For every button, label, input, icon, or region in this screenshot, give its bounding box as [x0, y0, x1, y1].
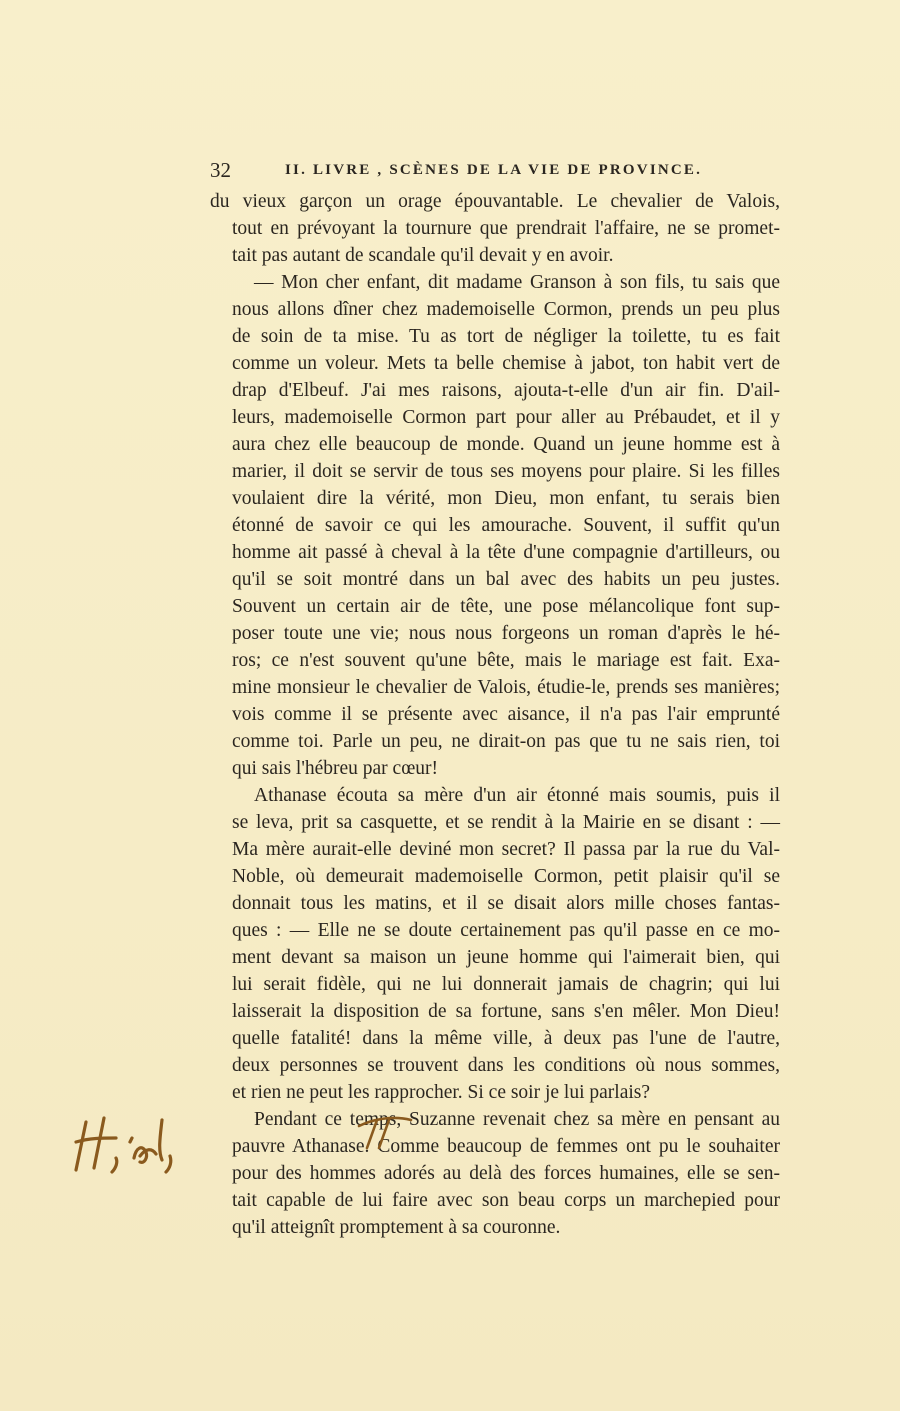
- text-line: Ma mère aurait-elle deviné mon secret? Il passa par la rue du Val-: [232, 839, 780, 860]
- page-number: 32: [210, 158, 231, 182]
- text-line: ros; ce n'est souvent qu'une bête, mais le mariage est fait. Exa-: [232, 650, 780, 671]
- text-line: marier, il doit se servir de tous ses moyens pour plaire. Si les filles: [232, 461, 780, 482]
- text-line: lui serait fidèle, qui ne lui donnerait jamais de chagrin; qui lui: [232, 974, 780, 995]
- text-line: mine monsieur le chevalier de Valois, étudie-le, prends ses manières;: [232, 677, 780, 698]
- text-line: Souvent un certain air de tête, une pose mélancolique font sup-: [232, 596, 780, 617]
- text-line: Pendant ce temps, Suzanne revenait chez sa mère en pensant au: [254, 1109, 780, 1130]
- text-line: tait pas autant de scandale qu'il devait y en avoir.: [232, 245, 614, 266]
- text-line: qui sais l'hébreu par cœur!: [232, 758, 439, 779]
- text-line: Noble, où demeurait mademoiselle Cormon, petit plaisir qu'il se: [232, 866, 780, 887]
- text-line: comme toi. Parle un peu, ne dirait-on pas que tu ne sais rien, toi: [232, 731, 780, 752]
- text-line: quelle fatalité! dans la même ville, à deux pas l'une de l'autre,: [232, 1028, 780, 1049]
- text-line: qu'il se soit montré dans un bal avec des habits un peu justes.: [232, 569, 780, 590]
- text-line: étonné de savoir ce qui les amourache. Souvent, il suffit qu'un: [232, 515, 780, 536]
- handwritten-insertion-mark: [355, 1112, 415, 1152]
- text-line: aura chez elle beaucoup de monde. Quand un jeune homme est à: [232, 434, 780, 455]
- text-line: se leva, prit sa casquette, et se rendit à la Mairie en se disant : —: [232, 812, 780, 833]
- text-line: ques : — Elle ne se doute certainement pas qu'il passe en ce mo-: [232, 920, 780, 941]
- text-line: tait capable de lui faire avec son beau corps un marchepied pour: [232, 1190, 780, 1211]
- text-line: nous allons dîner chez mademoiselle Cormon, prends un peu plus: [232, 299, 780, 320]
- text-line: qu'il atteignît promptement à sa couronne.: [232, 1217, 561, 1238]
- body-text: [210, 188, 780, 1241]
- text-line: — Mon cher enfant, dit madame Granson à son fils, tu sais que: [254, 272, 780, 293]
- text-line: pour des hommes adorés au delà des forces humaines, elle se sen-: [232, 1163, 780, 1184]
- handwritten-margin-annotation: [70, 1108, 200, 1178]
- text-line: ment devant sa maison un jeune homme qui l'aimerait bien, qui: [232, 947, 780, 968]
- text-line: homme ait passé à cheval à la tête d'une compagnie d'artilleurs, ou: [232, 542, 780, 563]
- text-line: voulaient dire la vérité, mon Dieu, mon enfant, tu serais bien: [232, 488, 780, 509]
- text-line: donnait tous les matins, et il se disait alors mille choses fantas-: [232, 893, 780, 914]
- page-header: [210, 158, 785, 188]
- text-line: de soin de ta mise. Tu as tort de négliger la toilette, tu es fait: [232, 326, 780, 347]
- text-line: comme un voleur. Mets ta belle chemise à jabot, ton habit vert de: [232, 353, 780, 374]
- text-line: Athanase écouta sa mère d'un air étonné mais soumis, puis il: [254, 785, 780, 806]
- text-line: poser toute une vie; nous nous forgeons un roman d'après le hé-: [232, 623, 780, 644]
- text-line: deux personnes se trouvent dans les conditions où nous sommes,: [232, 1055, 780, 1076]
- text-line: du vieux garçon un orage épouvantable. Le chevalier de Valois,: [210, 191, 780, 212]
- text-line: drap d'Elbeuf. J'ai mes raisons, ajouta-t-elle d'un air fin. D'ail-: [232, 380, 780, 401]
- text-line: vois comme il se présente avec aisance, il n'a pas l'air emprunté: [232, 704, 780, 725]
- text-line: tout en prévoyant la tournure que prendrait l'affaire, ne se promet-: [232, 218, 780, 239]
- text-line: leurs, mademoiselle Cormon part pour aller au Prébaudet, et il y: [232, 407, 780, 428]
- text-line: laisserait la disposition de sa fortune, sans s'en mêler. Mon Dieu!: [232, 1001, 780, 1022]
- running-head: II. LIVRE , SCÈNES DE LA VIE DE PROVINCE.: [285, 162, 703, 178]
- text-line: pauvre Athanase. Comme beaucoup de femmes ont pu le souhaiter: [232, 1136, 780, 1157]
- text-line: et rien ne peut les rapprocher. Si ce soir je lui parlais?: [232, 1082, 651, 1103]
